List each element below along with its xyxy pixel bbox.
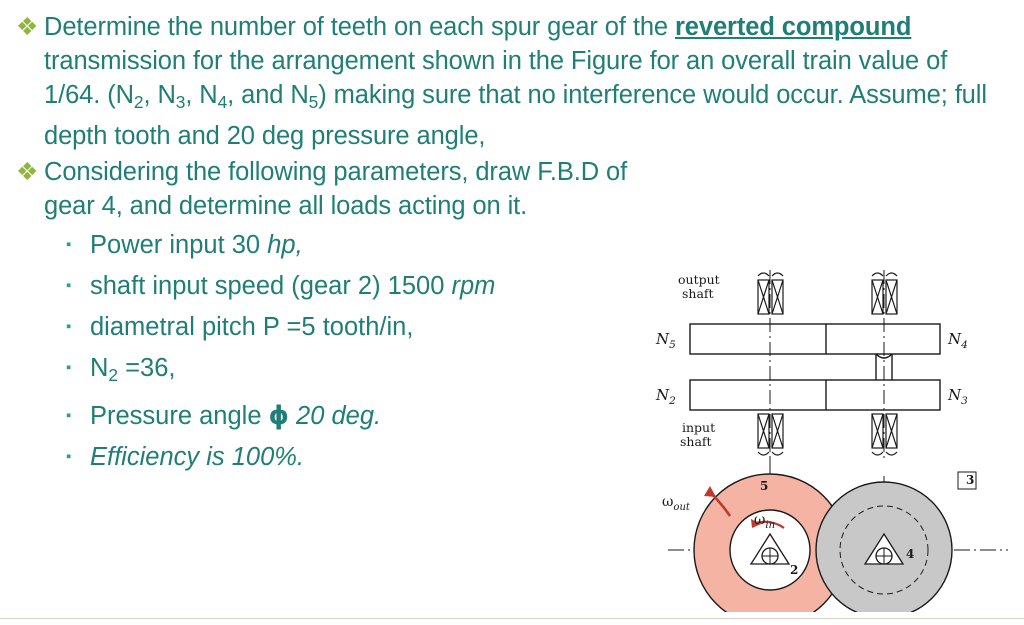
text-fragment-italic: hp,	[267, 230, 303, 259]
text-fragment: , N	[185, 81, 218, 109]
bullet-problem-statement	[14, 10, 1006, 153]
reverted-compound-emphasis: reverted compound	[674, 13, 912, 41]
n3-label: $N_3$	[948, 386, 968, 407]
omega-in-label: $\omega_{in}$	[754, 512, 776, 531]
text-fragment: , and N	[227, 81, 309, 109]
input-shaft-label-line1: input	[682, 420, 716, 435]
square-bullet-icon: ▪	[66, 276, 72, 294]
text-fragment: transmission for the arrangement shown in the Figure for an overall train value of 1/64. (N	[44, 47, 948, 109]
text-fragment-italic: rpm	[451, 271, 496, 300]
n2-label: $N_2$	[656, 386, 676, 407]
gear5-label: 5	[760, 479, 769, 493]
power-input-text	[90, 225, 1006, 265]
text-fragment: ) making sure that no interference would occur. Assume; full depth tooth and 20 deg pressure angle,	[44, 81, 987, 150]
problem-statement-text	[44, 10, 999, 153]
subscript-2: 2	[108, 364, 119, 385]
list-item-power-input	[66, 225, 1006, 265]
text-fragment: N	[90, 353, 109, 382]
text-fragment: shaft input speed (gear 2) 1500	[90, 271, 452, 300]
bullet-marker-icon: ❖	[16, 13, 39, 41]
text-fragment: =36,	[118, 353, 176, 382]
square-bullet-icon: ▪	[66, 317, 72, 335]
square-bullet-icon: ▪	[66, 447, 72, 465]
output-shaft-label-line1: output	[678, 272, 720, 287]
subscript-2: 2	[133, 91, 144, 112]
text-fragment-italic: 20 deg.	[288, 401, 382, 430]
omega-out-label: $\omega_{out}$	[662, 494, 690, 513]
bullet-marker-icon: ❖	[16, 157, 39, 186]
text-fragment: Pressure angle	[90, 401, 269, 430]
gear-train-figure	[648, 262, 1016, 612]
input-shaft-label-line2: shaft	[680, 434, 712, 449]
square-bullet-icon: ▪	[66, 235, 72, 253]
gear2-label: 2	[790, 563, 799, 577]
gear4-label: 4	[906, 547, 915, 561]
square-bullet-icon: ▪	[66, 358, 72, 376]
subscript-4: 4	[217, 91, 228, 112]
fbd-task-text: Considering the following parameters, draw F.B.D of gear 4, and determine all loads acting on it.	[44, 157, 628, 220]
subscript-3: 3	[175, 91, 186, 112]
subscript-5: 5	[308, 91, 319, 112]
phi-symbol: ϕ	[268, 400, 289, 431]
diametral-pitch-text: diametral pitch P =5 tooth/in,	[90, 312, 414, 341]
bullet-fbd-task	[14, 155, 1006, 223]
text-fragment: , N	[143, 81, 176, 109]
n4-label: $N_4$	[948, 330, 968, 351]
efficiency-text: Efficiency is 100%.	[90, 442, 305, 471]
text-fragment: Determine the number of teeth on each spur gear of the	[44, 13, 675, 41]
n5-label: $N_5$	[656, 330, 676, 351]
square-bullet-icon: ▪	[66, 406, 72, 424]
output-shaft-label-line2: shaft	[682, 286, 714, 301]
gear3-label: 3	[966, 473, 975, 487]
text-fragment: Power input 30	[90, 230, 268, 259]
footer-divider	[0, 618, 1024, 619]
